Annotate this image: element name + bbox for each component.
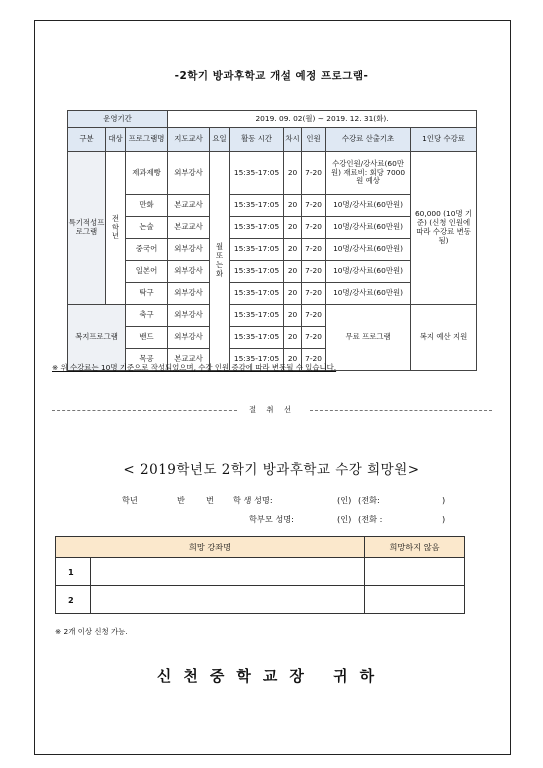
program-name: 축구 bbox=[126, 305, 168, 327]
sessions: 20 bbox=[284, 305, 302, 327]
teacher: 외부강사 bbox=[168, 305, 210, 327]
capacity: 7-20 bbox=[302, 305, 326, 327]
student-name-label: 학 생 성명: bbox=[233, 495, 273, 505]
time: 15:35-17:05 bbox=[230, 261, 284, 283]
fee-basis: 10명/강사료(60만원) bbox=[326, 261, 411, 283]
program-name: 탁구 bbox=[126, 283, 168, 305]
time: 15:35-17:05 bbox=[230, 305, 284, 327]
col-fee-basis: 수강료 산출기초 bbox=[326, 128, 411, 152]
table-header-row bbox=[68, 128, 477, 152]
capacity: 7-20 bbox=[302, 239, 326, 261]
fee-basis: 무료 프로그램 bbox=[326, 305, 411, 371]
day-cell: 월 또는 화 bbox=[210, 152, 230, 371]
sessions: 20 bbox=[284, 327, 302, 349]
fee-note-text: ※ 위 수강료는 10명 기준으로 작성되었으며, 수강 인원 증감에 따라 변동될 수 있습니다. bbox=[52, 363, 337, 372]
program-name: 중국어 bbox=[126, 239, 168, 261]
time: 15:35-17:05 bbox=[230, 217, 284, 239]
wish-row bbox=[56, 558, 465, 586]
wish-course-input[interactable] bbox=[91, 586, 365, 614]
fee-per-person: 복지 예산 지원 bbox=[411, 305, 477, 371]
fee-basis: 10명/강사료(60만원) bbox=[326, 195, 411, 217]
wish-none-input[interactable] bbox=[365, 586, 465, 614]
sessions: 20 bbox=[284, 261, 302, 283]
capacity: 7-20 bbox=[302, 261, 326, 283]
parent-seal-label: (인) bbox=[337, 514, 352, 524]
sessions: 20 bbox=[284, 152, 302, 195]
period-value: 2019. 09. 02(월) ~ 2019. 12. 31(화). bbox=[168, 111, 477, 128]
sessions: 20 bbox=[284, 349, 302, 371]
time: 15:35-17:05 bbox=[230, 283, 284, 305]
table-row bbox=[68, 305, 477, 327]
wish-row-number: 2 bbox=[56, 586, 91, 614]
teacher: 외부강사 bbox=[168, 283, 210, 305]
program-schedule-table bbox=[67, 110, 477, 371]
table-row bbox=[68, 152, 477, 195]
sessions: 20 bbox=[284, 217, 302, 239]
time: 15:35-17:05 bbox=[230, 152, 284, 195]
capacity: 7-20 bbox=[302, 283, 326, 305]
student-phone-label: (전화: bbox=[358, 495, 380, 505]
teacher: 본교교사 bbox=[168, 195, 210, 217]
fee-note bbox=[52, 362, 336, 373]
wish-header-row bbox=[56, 537, 465, 558]
col-category: 구분 bbox=[68, 128, 106, 152]
wish-col-course: 희망 강좌명 bbox=[56, 537, 365, 558]
fee-basis: 수강인원/강사료(60만원) 재료비: 회당 7000원 예상 bbox=[326, 152, 411, 195]
program-name: 제과제빵 bbox=[126, 152, 168, 195]
wish-row bbox=[56, 586, 465, 614]
teacher: 외부강사 bbox=[168, 261, 210, 283]
program-list-title: -2학기 방과후학교 개설 예정 프로그램- bbox=[174, 70, 369, 82]
program-name: 논술 bbox=[126, 217, 168, 239]
fee-basis: 10명/강사료(60만원) bbox=[326, 239, 411, 261]
teacher: 본교교사 bbox=[168, 349, 210, 371]
multi-apply-note: ※ 2개 이상 신청 가능. bbox=[55, 627, 128, 636]
wish-none-input[interactable] bbox=[365, 558, 465, 586]
col-teacher: 지도교사 bbox=[168, 128, 210, 152]
col-target: 대상 bbox=[106, 128, 126, 152]
teacher: 외부강사 bbox=[168, 152, 210, 195]
fee-per-person: 60,000 (10명 기준) (신청 인원에 따라 수강료 변동 됨) bbox=[411, 152, 477, 305]
col-sessions: 차시 bbox=[284, 128, 302, 152]
parent-phone-label: (전화 : bbox=[358, 514, 383, 524]
program-name: 밴드 bbox=[126, 327, 168, 349]
parent-phone-close: ) bbox=[442, 514, 446, 524]
program-name: 일본어 bbox=[126, 261, 168, 283]
program-name: 만화 bbox=[126, 195, 168, 217]
teacher: 외부강사 bbox=[168, 327, 210, 349]
capacity: 7-20 bbox=[302, 195, 326, 217]
form-title: < 2019학년도 2학기 방과후학교 수강 희망원> bbox=[123, 462, 420, 478]
col-day: 요일 bbox=[210, 128, 230, 152]
fee-basis: 10명/강사료(60만원) bbox=[326, 217, 411, 239]
sessions: 20 bbox=[284, 239, 302, 261]
time: 15:35-17:05 bbox=[230, 327, 284, 349]
capacity: 7-20 bbox=[302, 327, 326, 349]
wish-table bbox=[55, 536, 465, 614]
teacher: 외부강사 bbox=[168, 239, 210, 261]
capacity: 7-20 bbox=[302, 349, 326, 371]
fee-basis: 10명/강사료(60만원) bbox=[326, 283, 411, 305]
group-category: 특기적성프로그램 bbox=[68, 152, 106, 305]
sessions: 20 bbox=[284, 195, 302, 217]
class-label: 반 bbox=[177, 495, 185, 505]
grade-label: 학년 bbox=[122, 495, 138, 505]
col-program: 프로그램명 bbox=[126, 128, 168, 152]
time: 15:35-17:05 bbox=[230, 239, 284, 261]
col-capacity: 인원 bbox=[302, 128, 326, 152]
group-target: 전 학 년 bbox=[106, 152, 126, 305]
number-label: 번 bbox=[206, 495, 214, 505]
time: 15:35-17:05 bbox=[230, 349, 284, 371]
principal-address: 신천중학교장 귀하 bbox=[156, 667, 387, 685]
student-phone-close: ) bbox=[442, 495, 446, 505]
student-seal-label: (인) bbox=[337, 495, 352, 505]
program-name: 목공 bbox=[126, 349, 168, 371]
col-time: 활동 시간 bbox=[230, 128, 284, 152]
wish-col-none: 희망하지 않음 bbox=[365, 537, 465, 558]
time: 15:35-17:05 bbox=[230, 195, 284, 217]
capacity: 7-20 bbox=[302, 217, 326, 239]
sessions: 20 bbox=[284, 283, 302, 305]
parent-name-label: 학부모 성명: bbox=[249, 514, 294, 524]
capacity: 7-20 bbox=[302, 152, 326, 195]
wish-course-input[interactable] bbox=[91, 558, 365, 586]
period-label: 운영기간 bbox=[68, 111, 168, 128]
cut-line-label: 절 취 선 bbox=[248, 405, 296, 414]
col-fee-per-person: 1인당 수강료 bbox=[411, 128, 477, 152]
cut-line bbox=[52, 404, 492, 416]
group-category: 복지프로그램 bbox=[68, 305, 126, 371]
wish-row-number: 1 bbox=[56, 558, 91, 586]
teacher: 본교교사 bbox=[168, 217, 210, 239]
